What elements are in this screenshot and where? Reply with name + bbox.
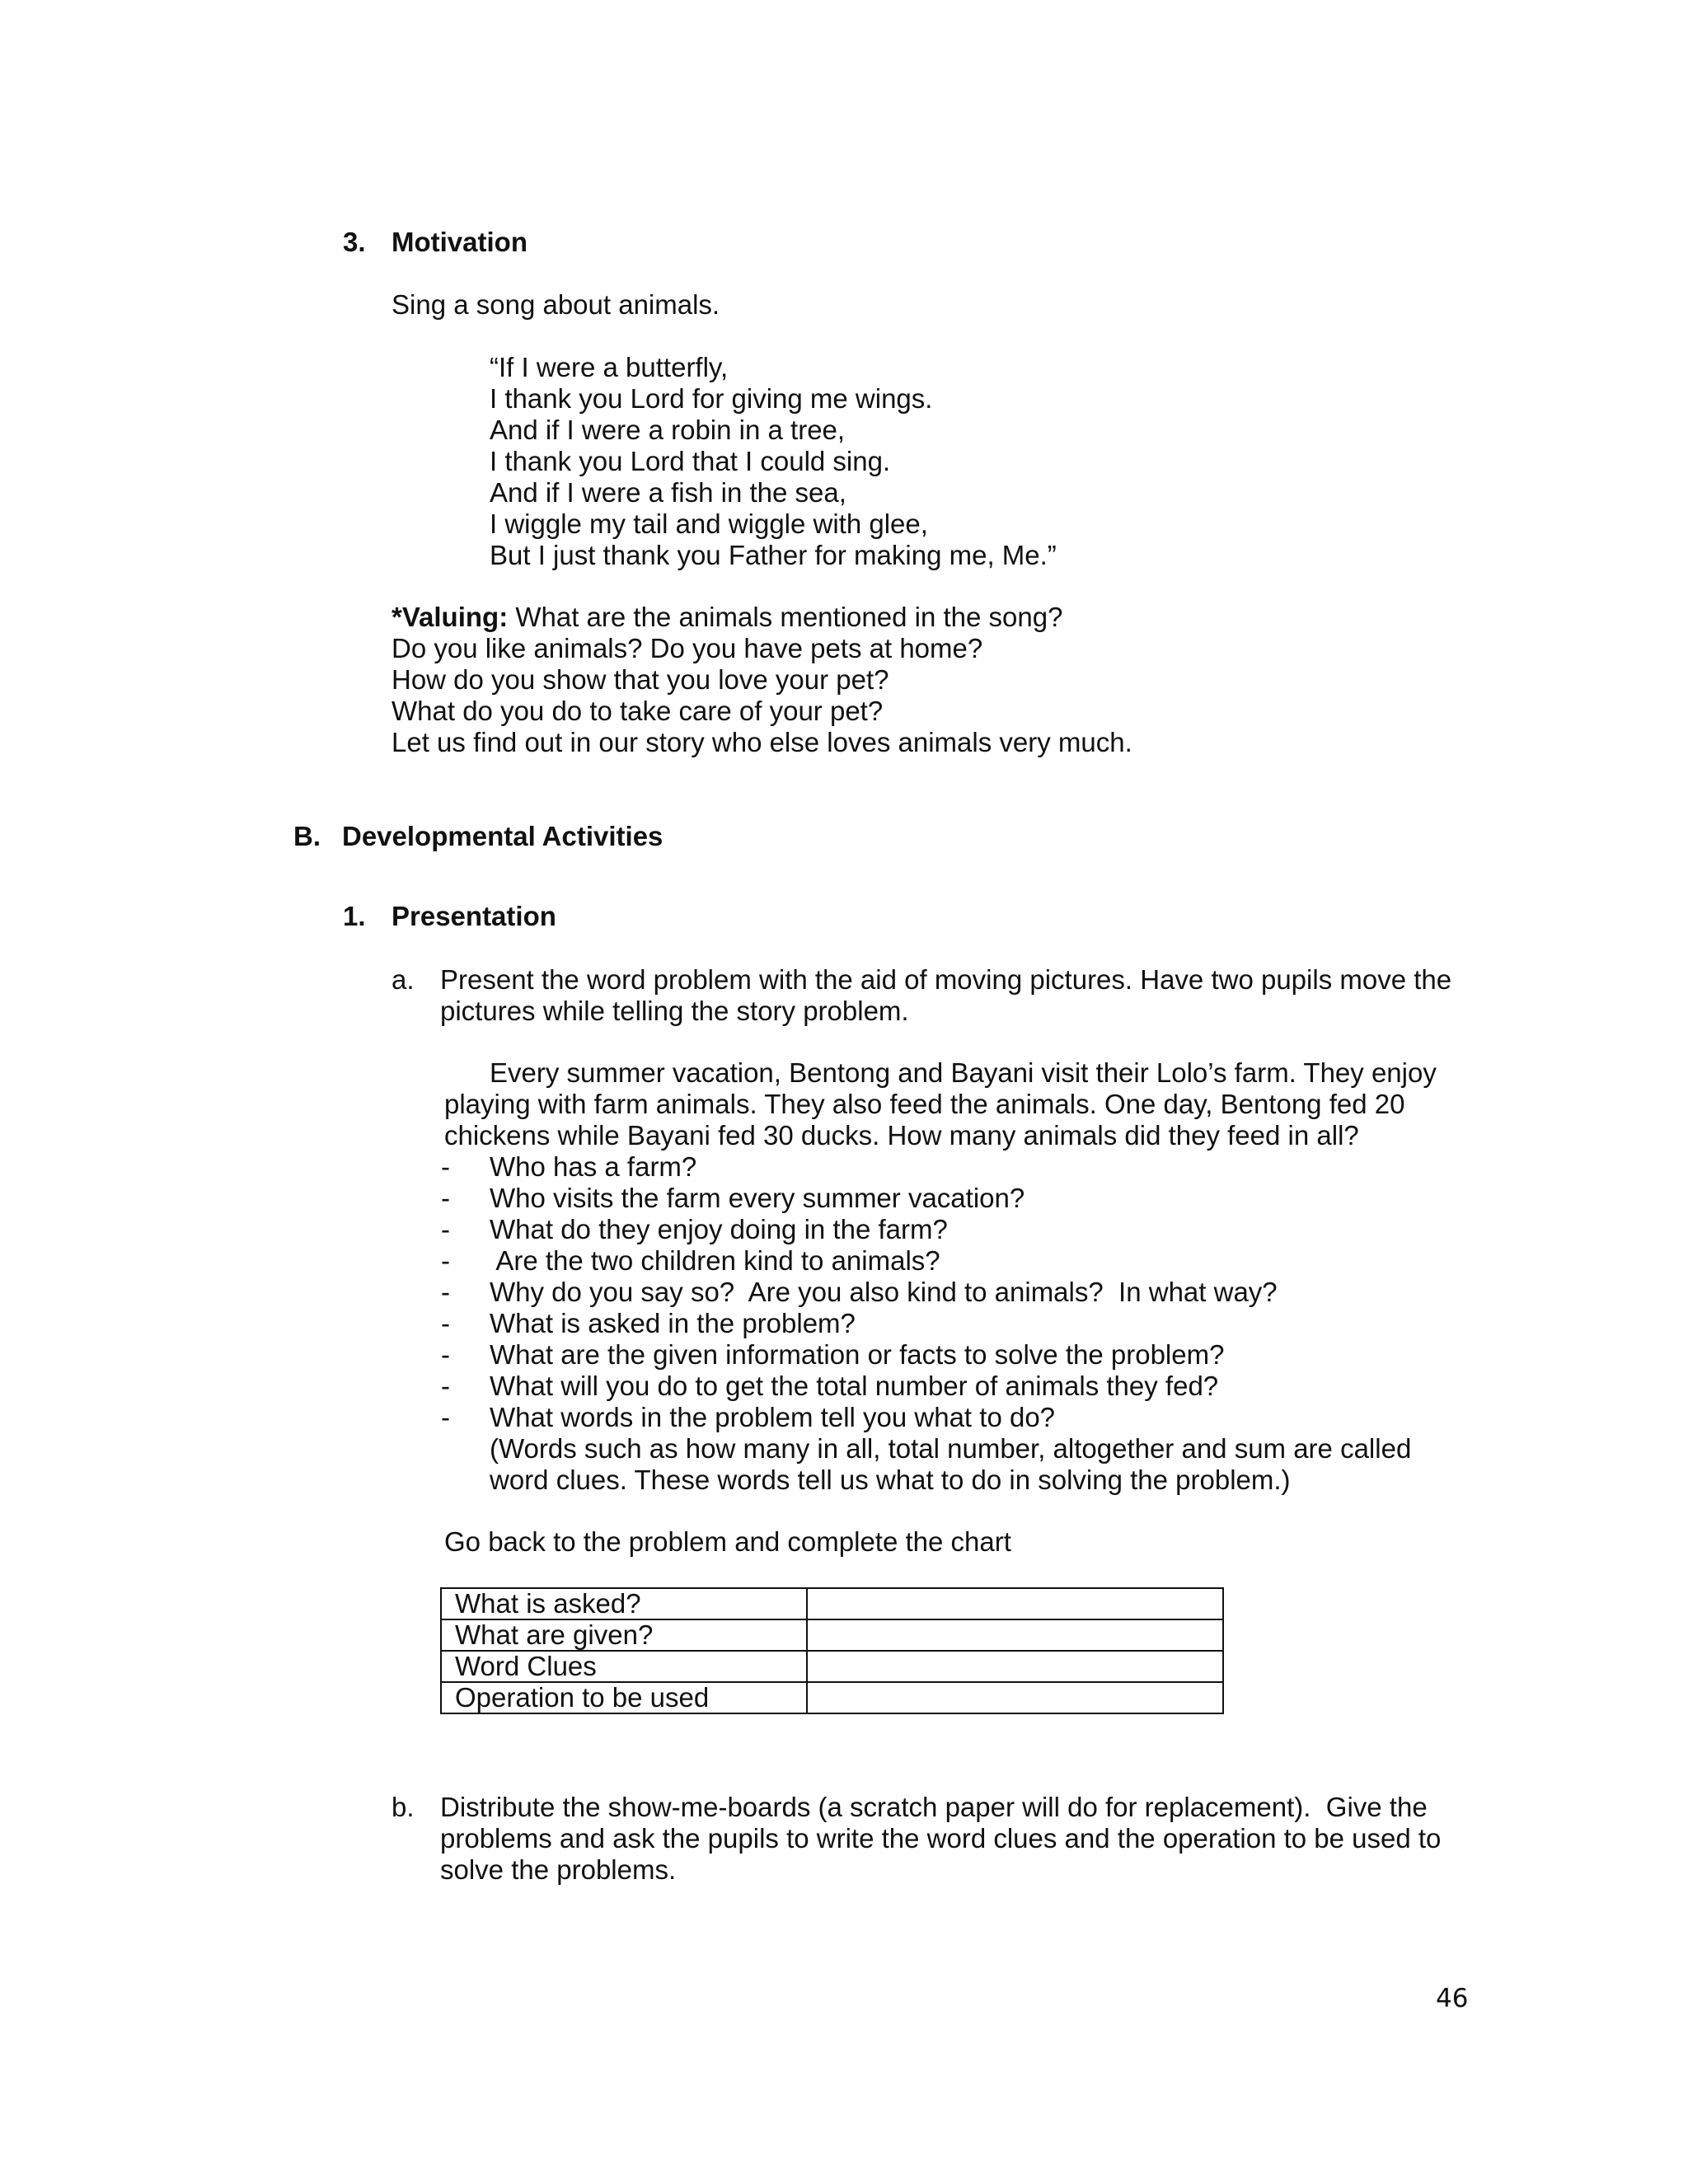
list-bullet: -: [441, 1277, 450, 1307]
table-cell-answer[interactable]: [807, 1682, 1223, 1713]
section-developmental-heading: [293, 821, 663, 852]
table-cell-label: What are given?: [441, 1619, 807, 1651]
item-text-line: problems and ask the pupils to write the word clues and the operation to be used to: [440, 1823, 1442, 1854]
table-cell-answer[interactable]: [807, 1588, 1223, 1619]
list-bullet: -: [441, 1402, 450, 1432]
list-item: Why do you say so? Are you also kind to animals? In what way?: [490, 1277, 1278, 1307]
song-line: I thank you Lord for giving me wings.: [490, 383, 933, 414]
item-text-line: Distribute the show-me-boards (a scratch paper will do for replacement). Give the: [440, 1792, 1428, 1822]
list-item: Are the two children kind to animals?: [490, 1245, 940, 1276]
list-bullet: -: [441, 1245, 450, 1276]
list-item: What words in the problem tell you what to do?: [490, 1402, 1056, 1432]
note-line: word clues. These words tell us what to do in solving the problem.): [490, 1465, 1291, 1495]
list-bullet: -: [441, 1214, 450, 1244]
table-row: [441, 1619, 1223, 1651]
section-title: Developmental Activities: [342, 821, 663, 851]
story-line: chickens while Bayani fed 30 ducks. How many animals did they feed in all?: [444, 1120, 1359, 1151]
story-line: Every summer vacation, Bentong and Bayani visit their Lolo’s farm. They enjoy: [490, 1057, 1437, 1088]
page-number: 46: [1436, 1984, 1469, 2013]
note-line: (Words such as how many in all, total number, altogether and sum are called: [490, 1433, 1412, 1464]
song-line: I thank you Lord that I could sing.: [490, 446, 891, 476]
list-item: Who has a farm?: [490, 1151, 697, 1182]
story-line: playing with farm animals. They also feed the animals. One day, Bentong fed 20: [444, 1089, 1405, 1119]
item-text-line: pictures while telling the story problem.: [440, 996, 909, 1026]
list-bullet: -: [441, 1183, 450, 1213]
list-item: What do they enjoy doing in the farm?: [490, 1214, 948, 1244]
section-presentation-heading: [343, 901, 556, 932]
table-cell-answer[interactable]: [807, 1651, 1223, 1682]
song-line: “If I were a butterfly,: [490, 352, 729, 382]
list-bullet: -: [441, 1371, 450, 1401]
item-letter: b.: [392, 1792, 415, 1822]
table-cell-label: Operation to be used: [441, 1682, 807, 1713]
song-line: And if I were a fish in the sea,: [490, 477, 846, 508]
item-text-line: Present the word problem with the aid of moving pictures. Have two pupils move the: [440, 964, 1452, 995]
valuing-question: What are the animals mentioned in the song?: [508, 602, 1063, 632]
song-line: I wiggle my tail and wiggle with glee,: [490, 509, 928, 539]
section-motivation-heading: [343, 227, 528, 258]
table-cell-label: What is asked?: [441, 1588, 807, 1619]
list-bullet: -: [441, 1151, 450, 1182]
song-line: But I just thank you Father for making me, Me.”: [490, 540, 1057, 570]
table-row: [441, 1682, 1223, 1713]
table-cell-label: Word Clues: [441, 1651, 807, 1682]
list-item: What is asked in the problem?: [490, 1308, 856, 1338]
section-letter: B.: [293, 821, 321, 851]
table-row: [441, 1651, 1223, 1682]
table-row: [441, 1588, 1223, 1619]
section-number: 1.: [343, 901, 366, 931]
valuing-line: Let us find out in our story who else loves animals very much.: [392, 727, 1132, 757]
section-title: Presentation: [392, 901, 556, 931]
song-line: And if I were a robin in a tree,: [490, 415, 846, 445]
list-item: Who visits the farm every summer vacation?: [490, 1183, 1025, 1213]
valuing-first-line: [392, 602, 1062, 633]
section-title: Motivation: [392, 227, 528, 257]
list-bullet: -: [441, 1308, 450, 1338]
motivation-intro: Sing a song about animals.: [392, 289, 720, 320]
valuing-line: What do you do to take care of your pet?: [392, 696, 884, 726]
item-text-line: solve the problems.: [440, 1854, 677, 1885]
section-number: 3.: [343, 227, 366, 257]
valuing-label: *Valuing:: [392, 602, 509, 632]
list-bullet: -: [441, 1339, 450, 1370]
list-item: What are the given information or facts to solve the problem?: [490, 1339, 1225, 1370]
valuing-line: Do you like animals? Do you have pets at home?: [392, 633, 983, 663]
valuing-line: How do you show that you love your pet?: [392, 664, 889, 695]
problem-chart: [440, 1587, 1224, 1714]
chart-intro: Go back to the problem and complete the chart: [444, 1526, 1011, 1557]
item-letter: a.: [392, 964, 415, 995]
table-cell-answer[interactable]: [807, 1619, 1223, 1651]
list-item: What will you do to get the total number of animals they fed?: [490, 1371, 1219, 1401]
